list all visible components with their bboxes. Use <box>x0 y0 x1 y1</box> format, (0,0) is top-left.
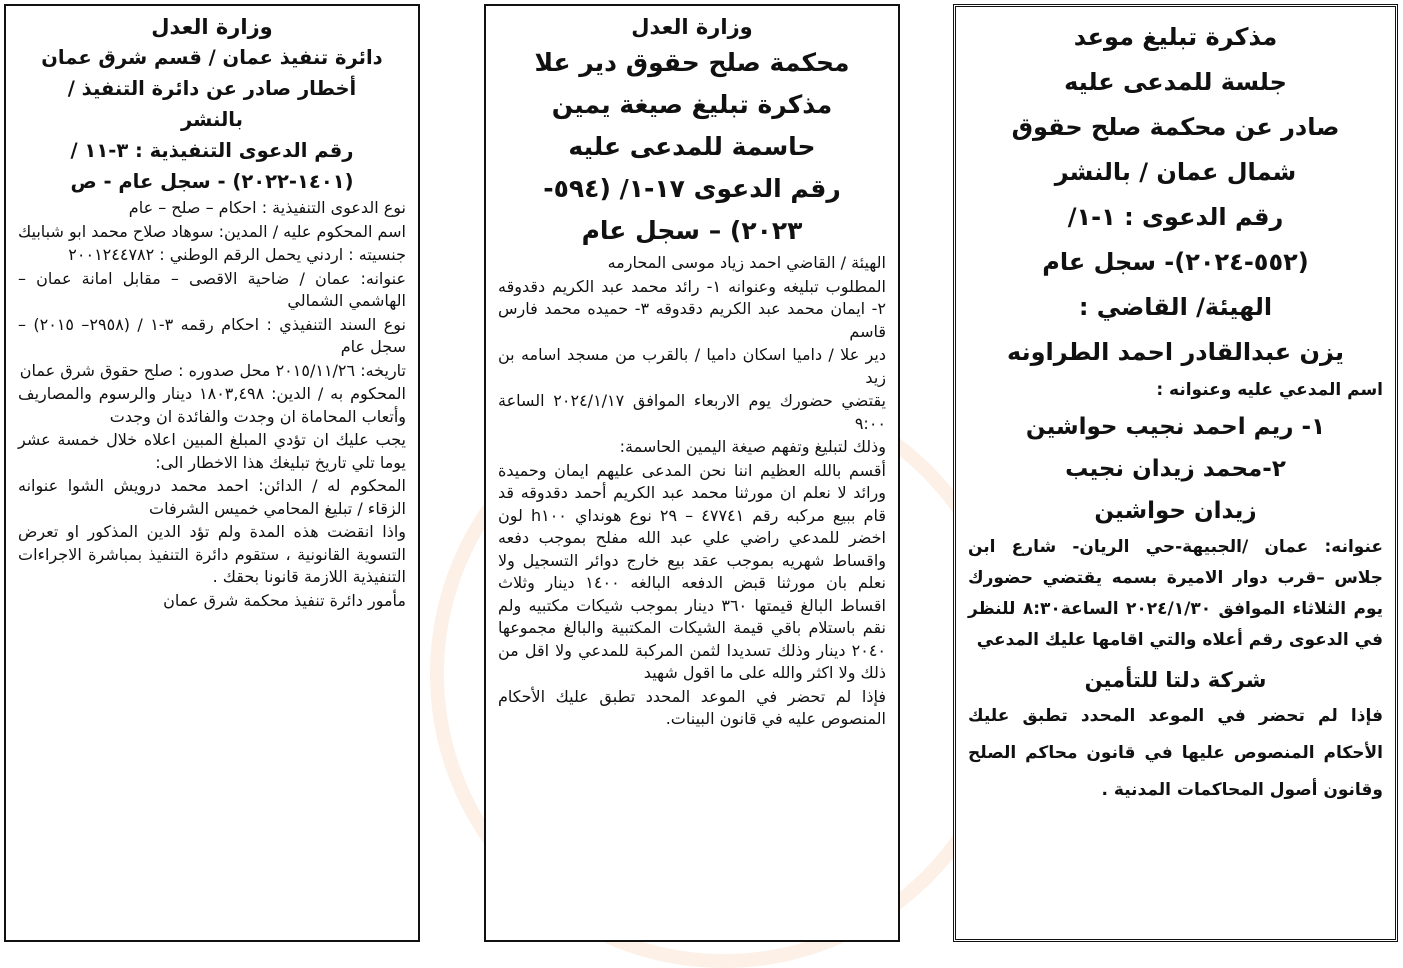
notice-heading: مذكرة تبليغ صيغة يمين <box>551 90 833 119</box>
notice-hearing-summons <box>953 4 1398 942</box>
notice-heading: رقم الدعوى التنفيذية : ٣-١١ / <box>70 139 354 162</box>
defendant-name: ٢-محمد زيدان نجيب <box>1065 456 1286 482</box>
notice-heading: (٥٥٢-٢٠٢٤)- سجل عام <box>1042 248 1309 276</box>
notice-heading: محكمة صلح حقوق دير علا <box>534 48 850 77</box>
body-paragraph: جنسيته : اردني يحمل الرقم الوطني : ٢٠٠١٢٤٤٧٨٢ <box>68 245 406 264</box>
notice-heading: حاسمة للمدعى عليه <box>568 132 816 161</box>
notice-heading: ٢٠٢٣) – سجل عام <box>581 216 803 245</box>
body-paragraph: أقسم بالله العظيم اننا نحن المدعى عليهم ايمان وحميدة ورائد لا نعلم ان مورثنا محمد عبد الكريم أحمد دقدوقه قد قام ببيع مركبه رقم ٤٧٧٤١ – ٢٩ نوع هونداي h١٠٠ لون اخضر للمدعي راضي علي عبد الله مفلح بموجب دفعه واقساط شهريه بموجب عقد بيع خارج دوائر التسجيل ولا نعلم بان مورثنا قبض الدفعه البالغه ١٤٠٠ دينار وثلاث اقساط البالغ قيمتها ٣٦٠ دينار بموجب شيكات مكتبيه ولم نقم باستلام باقي قيمة الشيكات المكتبية والبالغ مجموعها ٢٠٤٠ دينار وذلك تسديدا لثمن المركبة للمدعي ولا اقل من ذلك ولا اكثر والله على ما اقول شهيد <box>498 460 887 682</box>
notice-heading: (١٤٠١-٢٠٢٢) - سجل عام - ص <box>70 170 354 193</box>
signature-line: مأمور دائرة تنفيذ محكمة شرق عمان <box>163 590 406 610</box>
notice-execution-department <box>4 4 420 942</box>
notice-heading: جلسة للمدعى عليه <box>1064 68 1287 96</box>
notice-heading: رقم الدعوى ١٧-١/ (٥٩٤- <box>543 174 841 203</box>
body-paragraph: المحكوم به / الدين: ١٨٠٣,٤٩٨ دينار والرسوم والمصاريف وأتعاب المحاماة ان وجدت والفائدة ان وجدت <box>18 384 406 426</box>
notice-heading: شمال عمان / بالنشر <box>1054 158 1297 186</box>
body-paragraph: يقتضي حضورك يوم الاربعاء الموافق ٢٠٢٤/١/١٧ الساعة ٩:٠٠ <box>498 391 886 433</box>
body-paragraph: نوع الدعوى التنفيذية : احكام – صلح – عام <box>128 198 406 217</box>
defendant-name: ١- ريم احمد نجيب حواشين <box>1025 414 1326 440</box>
body-paragraph: دير علا / داميا اسكان داميا / بالقرب من مسجد اسامه بن زيد <box>498 345 886 387</box>
body-paragraph: عنوانه: عمان / ضاحية الاقصى – مقابل امانة عمان – الهاشمي الشمالي <box>18 268 406 310</box>
body-paragraph: المحكوم له / الدائن: احمد محمد درويش الشوا عنوانه الزقاء / تبليغ المحامي خميس الشرفات <box>18 476 406 518</box>
defendants-label: اسم المدعي عليه وعنوانه : <box>1156 380 1383 400</box>
body-paragraph: واذا انقضت هذه المدة ولم تؤد الدين المذكور او تعرض التسوية القانونية ، ستقوم دائرة التنفيذ بمباشرة الاجراءات التنفيذية اللازمة قانونا بحقك . <box>18 522 406 586</box>
notice-heading: رقم الدعوى : ١-١/ <box>1067 203 1284 231</box>
ministry-title: وزارة العدل <box>631 15 753 39</box>
body-paragraph: المطلوب تبليغه وعنوانه ١- رائد محمد عبد الكريم دقدوقه ٢- ايمان محمد عبد الكريم دقدوقه ٣- حميده محمد فارس قاسم <box>498 276 887 341</box>
body-paragraph: يجب عليك ان تؤدي المبلغ المبين اعلاه خلال خمسة عشر يوما تلي تاريخ تبليغك هذا الاخطار الى: <box>18 430 406 472</box>
defendant-name: زيدان حواشين <box>1094 498 1257 524</box>
judge-name: يزن عبدالقادر احمد الطراونه <box>1007 338 1344 366</box>
notice-heading: صادر عن محكمة صلح حقوق <box>1011 113 1340 141</box>
notice-heading: مذكرة تبليغ موعد <box>1073 23 1278 51</box>
notice-footer: فإذا لم تحضر في الموعد المحدد تطبق عليك الأحكام المنصوص عليها في قانون محاكم الصلح وقانون أصول المحاكمات المدنية . <box>968 706 1383 800</box>
defendant-address: عنوانه: عمان /الجبيهة-حي الريان- شارع ابن جلاس –قرب دوار الاميرة بسمه يقتضي حضورك يوم الثلاثاء الموافق ٢٠٢٤/١/٣٠ الساعة٨:٣٠ للنظر في الدعوى رقم أعلاه والتي اقامها عليك المدعي <box>968 537 1383 650</box>
notice-oath-summons <box>484 4 900 942</box>
company-name: شركة دلتا للتأمين <box>1084 668 1267 692</box>
notice-body <box>18 197 406 612</box>
judge-label: الهيئة/ القاضي : <box>1078 293 1273 321</box>
ministry-title: وزارة العدل <box>151 15 273 39</box>
body-paragraph: نوع السند التنفيذي : احكام رقمه ٣-١ / (٢٩٥٨– ٢٠١٥) – سجل عام <box>18 314 407 356</box>
notice-body <box>498 252 886 731</box>
notice-heading: أخطار صادر عن دائرة التنفيذ / <box>67 77 357 100</box>
body-paragraph: الهيئة / القاضي احمد زياد موسى المحارمه <box>607 253 886 272</box>
body-paragraph: فإذا لم تحضر في الموعد المحدد تطبق عليك الأحكام المنصوص عليه في قانون البينات. <box>498 686 886 728</box>
body-paragraph: اسم المحكوم عليه / المدين: سوهاد صلاح محمد ابو شبابيك <box>18 221 406 241</box>
body-paragraph: تاريخه: ٢٠١٥/١١/٢٦ محل صدوره : صلح حقوق شرق عمان <box>19 360 406 380</box>
notice-heading: دائرة تنفيذ عمان / قسم شرق عمان <box>41 46 383 69</box>
body-paragraph: وذلك لتبليغ وتفهم صيغة اليمين الحاسمة: <box>619 437 886 456</box>
notice-heading: بالنشر <box>181 108 243 131</box>
